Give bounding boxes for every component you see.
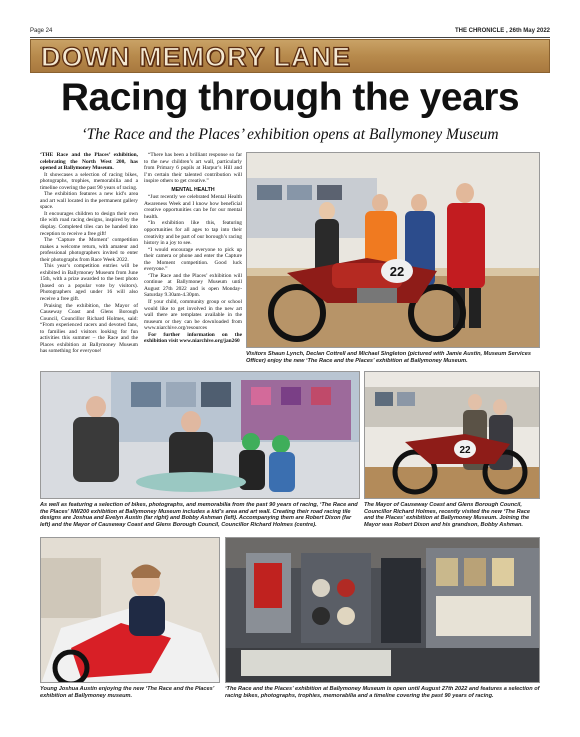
- caption-top-right: Visitors Shaun Lynch, Declan Cottrell and Michael Singleton (pictured with Jamie Austin, Museum Services Officer) enjoy the new ‘The Race and the Places’ exhibition at Ballymoney Museum.: [246, 351, 531, 364]
- page-header: [30, 27, 550, 38]
- article-paragraph: It showcases a selection of racing bikes, photographs, trophies, memorabilia and a timeline covering the past 90 years of racing.: [40, 171, 138, 191]
- article-paragraph: “I would encourage everyone to pick up their camera or phone and enter the Capture the Moment competition. Good luck everyone.”: [144, 246, 242, 273]
- photo-visitors-with-bike: [246, 152, 540, 348]
- subheadline: ‘The Race and the Places’ exhibition opens at Ballymoney Museum: [81, 126, 499, 143]
- article-paragraph: The exhibition features a new kid’s area and art wall located in the permanent gallery space.: [40, 191, 138, 211]
- photo-kids-illustration: [41, 372, 360, 499]
- photo-mayor-with-bike: [364, 371, 540, 499]
- article-further-info: For further information on the exhibition visit www.niarchive.org/jan260: [144, 331, 242, 345]
- photo-gallery-display: [225, 537, 540, 683]
- caption-bottom-left: Young Joshua Austin enjoying the new ‘The Race and the Places’ exhibition at Ballymoney museum.: [40, 686, 215, 699]
- article-crosshead: MENTAL HEALTH: [171, 186, 215, 193]
- headline: Racing through the years: [60, 76, 520, 119]
- article-lead: [40, 152, 138, 172]
- photo-visitors-illustration: [247, 153, 540, 348]
- article-body: [40, 152, 242, 370]
- caption-middle-right: The Mayor of Causeway Coast and Glens Borough Council, Councillor Richard Holmes, recently visited the new ‘The Race and the Places’ exhibition at Ballymoney Museum. Joining the Mayor was Robert Dixon and his grandson, Bobby Ashman.: [364, 502, 530, 528]
- article-paragraph: ‘The Race and the Places’ exhibition will continue at Ballymoney Museum until August 27th 2022 and is open Monday-Saturday 9.30am-4.30pm.: [144, 272, 242, 299]
- article-paragraph: This year’s competition entries will be exhibited in Ballymoney Museum from June 15th, with a prize awarded to the best photo (based on a popular vote by visitors). Photographers aged under 16 will also receive a free gift.: [40, 263, 138, 303]
- article-paragraph: “In exhibition like this, featuring opportunities for all ages to tap into their creativity and be part of our borough’s racing history in a joy to see.: [144, 220, 242, 247]
- caption-bottom-right: ‘The Race and the Places’ exhibition at Ballymoney Museum is open until August 27th 2022 and features a selection of racing bikes, photographs, trophies, memorabilia and a timeline covering the past 90 years of racing.: [225, 686, 540, 699]
- publication-dateline: THE CHRONICLE , 26th May 2022: [454, 28, 550, 34]
- photo-gallery-illustration: [226, 538, 540, 683]
- article-paragraph: It encourages children to design their own tile with road racing designs, inspired by the display. Completed tiles can be handed into reception to receive a free gift!: [40, 210, 138, 237]
- section-banner-title: DOWN MEMORY LANE: [41, 42, 351, 72]
- page-number: Page 24: [30, 28, 53, 34]
- article-paragraph: If your child, community group or school would like to get involved in the new art wall there are templates available in the museum or they can be downloaded from www.niarchive.org/resources: [144, 299, 242, 332]
- caption-middle-left: As well as featuring a selection of bikes, photographs, and memorabilia from the past 90 years of racing, ‘The Race and the Places’ NW200 exhibition at Ballymoney Museum includes a kid’s area and art wall. Creating their road racing tile designs are Joshua and Evelyn Austin (far right) and Bobby Ashman (left). Accompanying them are Robert Dixon (far left) and the Mayor of Causeway Coast and Glens Borough Council, Councillor Richard Holmes (centre).: [40, 502, 358, 528]
- bike-number-plate-2: 22: [459, 445, 471, 456]
- article-paragraph: “Just recently we celebrated Mental Health Awareness Week and I know how beneficial creative opportunities can be for our mental health.: [144, 194, 242, 220]
- photo-boy-on-bike: [40, 537, 220, 683]
- photo-boy-illustration: [41, 538, 220, 683]
- photo-kids-area: [40, 371, 360, 499]
- section-banner: [30, 39, 550, 73]
- article-lead-bold: ‘THE Race and the Places’ exhibition, celebrating the North West 200, has opened at Ballymoney Museum.: [40, 152, 138, 172]
- photo-mayor-illustration: [365, 372, 540, 499]
- article-paragraph: The ‘Capture the Moment’ competition makes a welcome return, with amateur and professional photographers invited to enter their photographs from Race Week 2022.: [40, 237, 138, 263]
- article-paragraph: “There has been a brilliant response so far to the new children’s art wall, particularly from Primary 6 pupils at Harpur’s Hill and I’m certain their talented contribution will inspire others to get creative.”: [144, 152, 242, 185]
- article-paragraph: Praising the exhibition, the Mayor of Causeway Coast and Glens Borough Council, Councillor Richard Holmes, said: “From experienced racers and devoted fans, to families and visitors looking for fun activities this summer – the Race and the Places exhibition at Ballymoney Museum has something for everyone!: [40, 302, 138, 355]
- bike-number-plate: 22: [389, 264, 405, 279]
